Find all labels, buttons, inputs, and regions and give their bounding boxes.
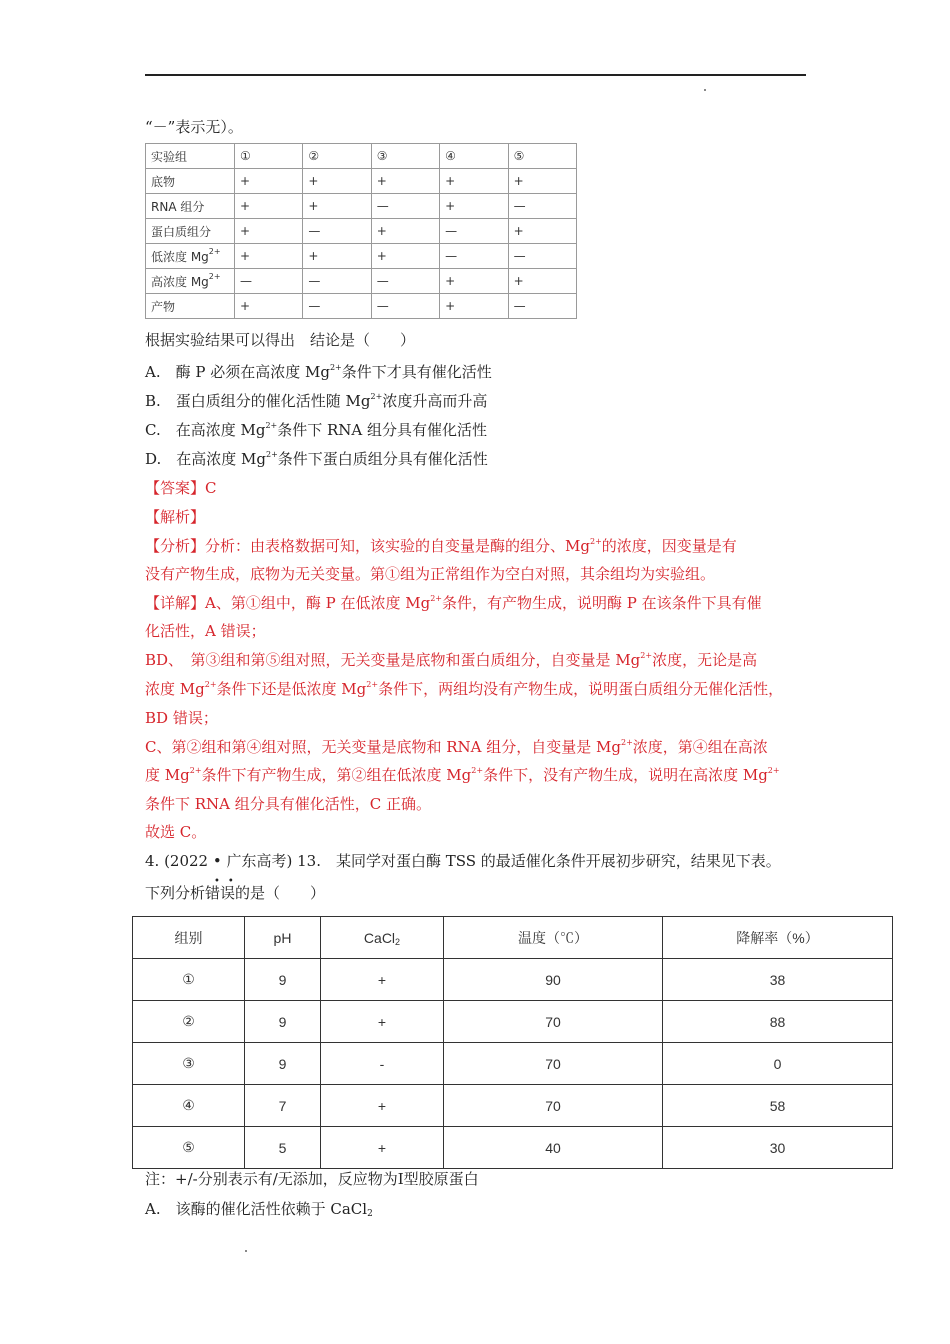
table-cell: + <box>371 244 439 269</box>
scan-speck <box>245 1250 247 1252</box>
row-label: 高浓度 $Mg^{2+}$ <box>146 269 235 294</box>
table-header-cell: ④ <box>440 144 508 169</box>
table-cell: 70 <box>444 1001 663 1043</box>
table-header-cell: ② <box>303 144 371 169</box>
table-cell: + <box>508 219 576 244</box>
table-header-cell: 降解率（%） <box>663 917 893 959</box>
table-row <box>146 244 577 269</box>
table-cell: + <box>508 269 576 294</box>
row-label: RNA 组分 <box>146 194 235 219</box>
option-a-q4: A. 该酶的催化活性依赖于 CaCl$_2$ <box>145 1200 373 1219</box>
table-cell: + <box>440 169 508 194</box>
table-header-cell: 实验组 <box>146 144 235 169</box>
table-cell: 70 <box>444 1085 663 1127</box>
table-cell: ④ <box>133 1085 245 1127</box>
option-a: A. 酶 P 必须在高浓度 $Mg^{2+}$条件下才具有催化活性 <box>145 363 492 381</box>
row-label: 产物 <box>146 294 235 319</box>
table-row <box>133 1127 893 1169</box>
table-cell: + <box>440 294 508 319</box>
analysis-line-9: 度 $Mg^{2+}$条件下有产物生成，第②组在低浓度 $Mg^{2+}$条件下，没有产物生成，说明在高浓度 $Mg^{2+}$ <box>145 766 780 784</box>
intro-line: “－”表示无）。 <box>145 118 243 136</box>
analysis-line-7: BD 错误； <box>145 709 218 727</box>
table-header-cell: 组别 <box>133 917 245 959</box>
analysis-line-8: C、第②组和第④组对照，无关变量是底物和 RNA 组分，自变量是 $Mg^{2+}$浓度，第④组在高浓 <box>145 738 768 756</box>
table-cell: — <box>508 194 576 219</box>
row-label: 底物 <box>146 169 235 194</box>
header-rule <box>145 74 806 76</box>
table-cell: + <box>321 1127 444 1169</box>
table-row <box>146 219 577 244</box>
table-cell: ② <box>133 1001 245 1043</box>
table-cell: 0 <box>663 1043 893 1085</box>
table-cell: 9 <box>245 1043 321 1085</box>
table-cell: + <box>440 194 508 219</box>
table-cell: + <box>508 169 576 194</box>
table-cell: — <box>508 294 576 319</box>
table-cell: + <box>235 169 303 194</box>
analysis-line-3: 【详解】A、第①组中，酶 P 在低浓度 $Mg^{2+}$条件，有产物生成，说明酶 P 在该条件下具有催 <box>145 594 762 612</box>
table-cell: 38 <box>663 959 893 1001</box>
table-row <box>146 194 577 219</box>
question-4-line-1: 4. (2022 • 广东高考) 13. 某同学对蛋白酶 TSS 的最适催化条件开展初步研究，结果见下表。 <box>145 852 781 870</box>
table-cell: — <box>303 269 371 294</box>
table-cell: ⑤ <box>133 1127 245 1169</box>
table-cell: 30 <box>663 1127 893 1169</box>
table-cell: — <box>371 294 439 319</box>
analysis-line-6: 浓度 $Mg^{2+}$条件下还是低浓度 $Mg^{2+}$条件下，两组均没有产物生成，说明蛋白质组分无催化活性， <box>145 680 784 698</box>
table-cell: — <box>303 219 371 244</box>
table-cell: ① <box>133 959 245 1001</box>
row-label: 蛋白质组分 <box>146 219 235 244</box>
table-cell: 9 <box>245 959 321 1001</box>
table-cell: 90 <box>444 959 663 1001</box>
table-cell: 9 <box>245 1001 321 1043</box>
table-cell: — <box>440 219 508 244</box>
table-cell: + <box>321 1001 444 1043</box>
table-cell: + <box>235 294 303 319</box>
emphasis-dots: •• <box>214 876 242 887</box>
table-row <box>146 269 577 294</box>
table-cell: + <box>303 194 371 219</box>
table-header-cell: pH <box>245 917 321 959</box>
option-c: C. 在高浓度 $Mg^{2+}$条件下 RNA 组分具有催化活性 <box>145 421 488 439</box>
table-cell: + <box>303 244 371 269</box>
table-cell: 5 <box>245 1127 321 1169</box>
table-cell: 88 <box>663 1001 893 1043</box>
analysis-tag: 【解析】 <box>145 508 206 526</box>
table-row <box>133 1043 893 1085</box>
table-row <box>146 169 577 194</box>
table-row <box>146 144 577 169</box>
table-row <box>133 1001 893 1043</box>
analysis-line-2: 没有产物生成，底物为无关变量。第①组为正常组作为空白对照，其余组均为实验组。 <box>145 565 716 583</box>
analysis-line-5: BD、 第③组和第⑤组对照，无关变量是底物和蛋白质组分，自变量是 $Mg^{2+}$浓度，无论是高 <box>145 651 758 669</box>
conclusion-line: 故选 C。 <box>145 823 207 841</box>
question-4-line-2: 下列分析错误的是（ ） <box>145 884 326 902</box>
row-label: 低浓度 $Mg^{2+}$ <box>146 244 235 269</box>
table-cell: + <box>321 1085 444 1127</box>
table-cell: + <box>321 959 444 1001</box>
table-cell: 58 <box>663 1085 893 1127</box>
table-header-cell: ① <box>235 144 303 169</box>
option-b: B. 蛋白质组分的催化活性随 $Mg^{2+}$浓度升高而升高 <box>145 392 488 410</box>
option-d: D. 在高浓度 $Mg^{2+}$条件下蛋白质组分具有催化活性 <box>145 450 488 468</box>
table-note: 注：+/-分别表示有/无添加，反应物为Ⅰ型胶原蛋白 <box>145 1170 479 1188</box>
table-row <box>133 917 893 959</box>
table-cell: + <box>371 169 439 194</box>
table-header-cell: ③ <box>371 144 439 169</box>
analysis-line-10: 条件下 RNA 组分具有催化活性，C 正确。 <box>145 795 432 813</box>
table-cell: — <box>303 294 371 319</box>
table-cell: — <box>371 269 439 294</box>
table-cell: — <box>371 194 439 219</box>
table-header-cell: ⑤ <box>508 144 576 169</box>
table-cell: + <box>303 169 371 194</box>
table-cell: 70 <box>444 1043 663 1085</box>
table-cell: 7 <box>245 1085 321 1127</box>
tss-results-table <box>132 916 893 1169</box>
analysis-line-4: 化活性，A 错误； <box>145 622 266 640</box>
table-cell: ③ <box>133 1043 245 1085</box>
table-cell: + <box>235 219 303 244</box>
table-row <box>133 1085 893 1127</box>
experiment-table <box>145 143 577 319</box>
scan-speck <box>704 89 706 91</box>
table-cell: + <box>371 219 439 244</box>
table-cell: + <box>440 269 508 294</box>
table-cell: + <box>235 194 303 219</box>
table-row <box>133 959 893 1001</box>
table-cell: + <box>235 244 303 269</box>
table-cell: — <box>508 244 576 269</box>
answer-line: 【答案】C <box>145 479 217 497</box>
analysis-line-1: 【分析】分析：由表格数据可知，该实验的自变量是酶的组分、$Mg^{2+}$的浓度，因变量是有 <box>145 537 737 555</box>
table-row <box>146 294 577 319</box>
table-cell: 40 <box>444 1127 663 1169</box>
table-header-cell: 温度（℃） <box>444 917 663 959</box>
table-cell: - <box>321 1043 444 1085</box>
question-text: 根据实验结果可以得出 结论是（ ） <box>145 331 416 349</box>
table-header-cell: CaCl$_2$ <box>321 917 444 959</box>
table-cell: — <box>440 244 508 269</box>
table-cell: — <box>235 269 303 294</box>
